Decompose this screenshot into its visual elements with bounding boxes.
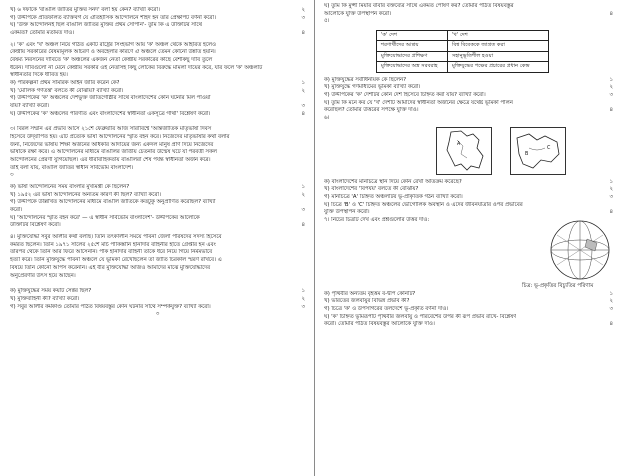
question-line: ক) মুক্তিযুদ্ধের সময় কয়টি সেক্টর ছিল? ১ bbox=[10, 288, 305, 295]
question-line: করো। তোমার পঠিত বিষয়বস্তুর আলোকে যুক্তি দাও। ৪ bbox=[324, 321, 613, 328]
q7-block bbox=[324, 217, 613, 283]
q3-number: ৩ bbox=[10, 172, 14, 179]
table-cell: মুক্তিযোদ্ধাদের প্রশিক্ষণ bbox=[377, 51, 448, 61]
q4-stimulus: ৪। মুক্তিযোদ্ধা সবুর আলীর কথা বলছি। তিনি তৎকালীন সময়ে পাবনা জেলা পরিষদের সদস্য হিসেবে কর্মরত ছিলেন। তিনি ১৯৭১ সালের ২৫শে মার্চ পাকিস্তানি হানাদার বাহিনীর হাতে গ্রেপ্তার হন এবং তারপর থেকে তিনি আর ফিরে আসেননি। পাক হানাদার বাহিনী তাকে ধরে নিয়ে গিয়ে নির্মমভাবে হত্যা করে। তিনি মুক্তিযুদ্ধে পাবনা অঞ্চলে যে ভূমিকা রেখেছিলেন তা জাতি চিরকাল স্মরণ রাখবে। এ বিষয়ে তিনি কোনো আপস করেননি। এই বীর মুক্তিযোদ্ধা আজও আমাদের মাঝে মুক্তিযোদ্ধাদের অনুপ্রেরণার উৎস হয়ে আছেন। bbox=[10, 234, 222, 279]
question-line: খ) মুক্তিযুদ্ধে গণমাধ্যমের ভূমিকা ব্যাখ্যা করো। ২ bbox=[324, 84, 613, 91]
map-figures bbox=[436, 127, 613, 175]
question-line: উক্তিটির বিশ্লেষণ করো। ৪ bbox=[10, 222, 305, 229]
question-line: খ) বাংলাদেশের 'বিপর্যয়' বলতে কী বোঝায়? ২ bbox=[324, 186, 613, 193]
bangladesh-map-outline bbox=[437, 128, 491, 174]
table-cell: সহানুভূতিশীল হওয়া bbox=[448, 51, 549, 61]
globe-figure bbox=[547, 217, 613, 283]
map-label-c: C bbox=[547, 145, 551, 151]
question-line: যায়? ব্যাখ্যা করো। ৩ bbox=[10, 103, 305, 110]
question-line: ঘ) 'উক্ত আন্দোলনই ছিল বাঙালি জাতির মুক্তির প্রথম সোপান'- তুমি কি এ উক্তিটির সাথে bbox=[10, 22, 203, 29]
table-row bbox=[377, 41, 549, 51]
question-line: ঘ) 'ক' চিহ্নিত ভূমিরূপটি পৃথিবীর জলবায়ু ও পরিবেশের উপর কী রূপ প্রভাব রাখে- বিশ্লেষণ bbox=[324, 313, 517, 320]
figure-caption: চিত্র: ভূ-প্রকৃতির বিচ্যুতির পরিণাম bbox=[522, 282, 594, 289]
intro-questions bbox=[10, 7, 305, 38]
question-line: করো। ৩ bbox=[10, 207, 305, 214]
question-line: ঘ) 'আন্দোলনের স্মৃতি বহন করে' — এ স্বাধীন সার্বভৌম বাংলাদেশ'- উদ্দীপকের আলোকে bbox=[10, 214, 200, 221]
column-divider bbox=[314, 0, 315, 476]
q6-number: ৬। bbox=[324, 114, 330, 121]
question-line: ক) বাংলাদেশের মানচিত্রে স্থান দিয়ে কোন রেখা অতিক্রম করেছে? ১ bbox=[324, 178, 613, 185]
question-line: যুক্তি উপস্থাপন করো। ৪ bbox=[324, 209, 613, 216]
table-header-cell: 'ক' দেশ bbox=[377, 31, 448, 41]
table-row bbox=[377, 62, 549, 72]
q7-parts bbox=[324, 291, 613, 329]
q2-parts bbox=[10, 80, 305, 118]
question-line: ঘ) তুমি কি মুন্সী মিয়ার বাবার বক্তব্যের সাথে একমত পোষণ কর? তোমার পঠিত বিষয়বস্তুর bbox=[324, 3, 514, 9]
question-line: একমত? তোমার মতামত দাও। ৪ bbox=[10, 30, 305, 37]
q5-number: ৫। bbox=[324, 18, 330, 25]
table-header-cell: 'খ' দেশ bbox=[448, 31, 549, 41]
question-line: ঘ) তুমি কি মনে কর যে 'খ' দেশটি আমাদের স্বাধীনতা অর্জনের ক্ষেত্রে যথেষ্ট ভূমিকা পালন bbox=[324, 99, 513, 106]
question-line: ক) পৃথিবীর অন্যতম বৃহত্তম ব-দ্বীপ কোনটি? ১ bbox=[324, 290, 613, 297]
question-line: খ) 'মৌলিক গণতন্ত্র' বলতে কী বোঝায়? ব্যাখ্যা করো। ২ bbox=[10, 87, 305, 94]
q5-parts bbox=[324, 77, 613, 115]
question-line: গ) মানচিত্রে 'A' চিহ্নিত অঞ্চলটির ভূ-প্রাকৃতিক গঠন ব্যাখ্যা করো। ৩ bbox=[324, 193, 613, 200]
right-column bbox=[316, 0, 623, 476]
page-number: ৩ bbox=[155, 311, 160, 318]
question-line: গ) উদ্দীপকের 'ক' অঞ্চলের দেশভুক্ত জাতিগোষ্ঠীর সাথে বাংলাদেশের কোন ঘটনার মিল পাওয়া bbox=[10, 95, 211, 102]
question-line: গ) উদ্দীপকে উল্লিখিত আন্দোলনের মাধ্যমে বাঙালি জাতিকে কতটুকু অনুপ্রাণিত করেছিল? ব্যাখ্যা bbox=[10, 199, 216, 206]
q4-parts bbox=[10, 288, 305, 311]
q6-parts bbox=[324, 179, 613, 217]
comparison-table bbox=[376, 30, 549, 73]
question-line: গ) উদ্দীপকে প্রতিফলিত ব্যক্তিবর্গ যে ঐতিহাসিক আন্দোলনে শহিদ হন তার প্রেক্ষাপট বর্ণনা করো। ৩ bbox=[10, 14, 305, 21]
q2-stimulus: ২। 'ক' এবং 'খ' অঞ্চল নিয়ে গঠিত একটি রাষ্ট্রের সিংহভাগ আয় 'ক' অঞ্চল থেকে আহরিত হলেও কেন্দ্রীয় সরকারের বৈষম্যমূলক আচরণ ও অবহেলার কারণে ঐ অঞ্চলে তেমন কোনো উন্নতি হয়নি। বৈষম্য নিরসনের দাবিতে 'ক' অঞ্চলের একজন নেতা কেন্দ্রীয় সরকারের কাছে বেশকিছু দাবি তুলে ধরেন। দাবিগুলো না মেনে কেন্দ্রীয় সরকার ওই নেতাসহ কিছু লোকের বিরুদ্ধে মামলা দায়ের করে, যার ফলে 'ক' অঞ্চলটি স্বাধীনতার দিকে ধাবিত হয়। bbox=[10, 41, 263, 79]
globe-icon bbox=[547, 217, 613, 283]
q3-stimulus: ৩। বিরল সম্মান এর প্রভাব আসে ২১শে ফেব্রুয়ারি আজ সারাবিশ্বে 'আন্তর্জাতিক মাতৃভাষা দিবস হিসেবে উদ্‌যাপিত হয়। এটি প্রত্যেক ভাষা আন্দোলনের স্মৃতি বহন করে। নিজেদের মাতৃভাষার কথা বলার জন্য, নিজেদের ভাষায় শিক্ষা অর্জনের অধিকার আদায়ের জন্য একদল মানুষ প্রাণ দিয়ে নিজেদের ভাষাকে রক্ষা করে। এ আন্দোলনের মাধ্যমে বাঙালির জাতীয় চেতনার উন্মেষ ঘটে যা পরবর্তী সকল আন্দোলনের প্রেরণা যুগিয়েছিল। এর ধারাবাহিকতায় বাঙালিরা শেষ পর্যন্ত স্বাধীনতা অর্জন করে। তাই বলা যায়, বাঙালি জাতির স্বাধীন সার্বভৌম বাংলাদেশ। bbox=[10, 126, 230, 171]
q7-intro: ৭। নিচের চিত্রটি দেখ এবং প্রশ্নগুলোর উত্তর দাও: bbox=[324, 216, 430, 223]
region-map-outline bbox=[511, 128, 565, 174]
question-line: খ) ১৯৫২ এর ভাষা আন্দোলনের অন্যতম কারণ কী ছিল? ব্যাখ্যা করো। ২ bbox=[10, 191, 305, 198]
bangladesh-map bbox=[436, 127, 492, 175]
question-line: খ) ৬ দফাকে 'বাঙালি জাতির মুক্তির সনদ' বলা হয় কেন? ব্যাখ্যা করো। ২ bbox=[10, 7, 305, 13]
question-line: আলোকে যুক্তি উপস্থাপন করো। ৪ bbox=[324, 10, 613, 17]
question-line: গ) চিত্রে 'ক' ও উপসাগরের তলদেশে ভূ-প্রকৃতি বর্ণনা দাও। ৩ bbox=[324, 305, 613, 312]
map-label-a: A bbox=[457, 141, 461, 147]
question-line: খ) ভারতের জলবায়ুর বিভিন্ন প্রভাব কী? ২ bbox=[324, 298, 613, 305]
table-header-row bbox=[377, 31, 549, 41]
question-line: গ) উদ্দীপকের 'ক' দেশটির কোন দেশ হিসেবে চিহ্নিত করা যায়? ব্যাখ্যা করো। ৩ bbox=[324, 91, 613, 98]
question-line: করেছিল? তোমার উত্তরের সপক্ষে যুক্তি দাও। ৪ bbox=[324, 107, 613, 114]
table-cell: মুক্তিযুদ্ধের পক্ষের প্রচারের প্রধান কেন্দ্র bbox=[448, 62, 549, 72]
question-line: খ) মুক্তিবাহিনী কী? ব্যাখ্যা করো। ২ bbox=[10, 295, 305, 302]
table-cell: শরণার্থীদের আশ্রয় bbox=[377, 41, 448, 51]
question-line: ক) ভাষা আন্দোলনের সময় বাংলার মুখ্যমন্ত্রী কে ছিলেন? ১ bbox=[10, 184, 305, 191]
question-line: ঘ) চিত্রে 'B' ও 'C' চিহ্নিত অঞ্চলের ভৌগোলিক অবস্থান ও এদের জীবনযাত্রার ওপর প্রভাবের bbox=[324, 201, 523, 208]
table-cell: বিশ্ব বিবেককে জাগ্রত করা bbox=[448, 41, 549, 51]
question-line: ঘ) উদ্দীপকের 'ক' অঞ্চলের পরিণতি এবং বাংলাদেশের স্বাধীনতা একসূত্রে গাঁথা' বিশ্লেষণ করো। ৪ bbox=[10, 110, 305, 117]
region-map bbox=[510, 127, 566, 175]
q3-parts bbox=[10, 184, 305, 230]
question-line: ক) পরিকল্পনা প্রথম সামরিক আইন জারি করেন কে? ১ bbox=[10, 80, 305, 87]
question-line: গ) সবুর আলীর কর্মকাণ্ড তোমার পঠিত বিষয়বস্তুর কোন ঘটনার সাথে সম্পর্কযুক্ত? ব্যাখ্যা করো। ৩ bbox=[10, 303, 305, 310]
table-cell: মুক্তিযোদ্ধাদের অস্ত্র সরবরাহ bbox=[377, 62, 448, 72]
question-line: ক) মুক্তিযুদ্ধের সর্বাধিনায়ক কে ছিলেন? ১ bbox=[324, 76, 613, 83]
table-row bbox=[377, 51, 549, 61]
map-label-b: B bbox=[525, 151, 529, 157]
